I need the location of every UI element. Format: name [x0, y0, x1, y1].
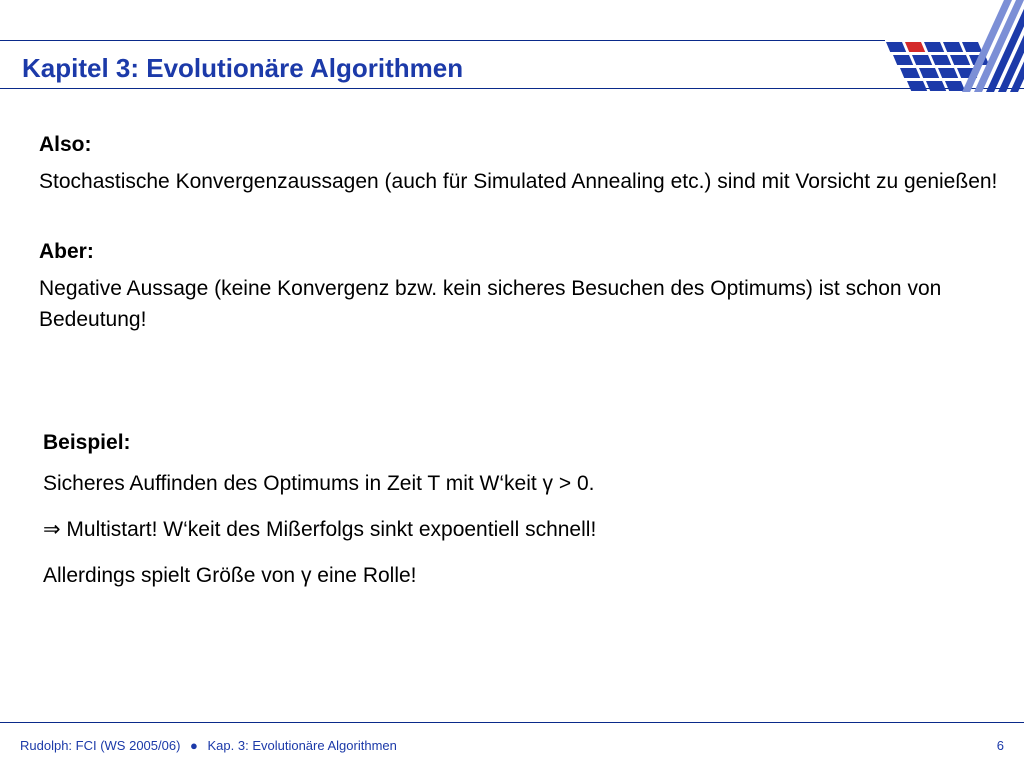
logo-block [912, 55, 932, 65]
main-content [39, 130, 999, 335]
logo-block [893, 55, 913, 65]
logo-block [886, 42, 906, 52]
logo-block [938, 68, 958, 78]
section-beispiel [43, 428, 983, 606]
footer [20, 738, 397, 753]
logo-block [900, 68, 920, 78]
university-logo-icon [876, 0, 1024, 92]
footer-bullet: ● [190, 738, 198, 753]
logo-block [962, 42, 982, 52]
logo-block [919, 68, 939, 78]
section-heading: Aber: [39, 240, 94, 263]
footer-course: Rudolph: FCI (WS 2005/06) [20, 738, 181, 753]
logo-block [905, 42, 925, 52]
slide-title: Kapitel 3: Evolutionäre Algorithmen [22, 53, 464, 83]
footer-rule [0, 722, 1024, 723]
section-text: Negative Aussage (keine Konvergenz bzw. kein sicheres Besuchen des Optimums) ist schon von Bedeutung! [39, 277, 942, 331]
example-line: Allerdings spielt Größe von γ eine Rolle! [43, 564, 417, 587]
section-heading: Beispiel: [43, 431, 131, 454]
logo-block [943, 42, 963, 52]
example-line: ⇒ Multistart! W‘keit des Mißerfolgs sinkt expoentiell schnell! [43, 518, 597, 541]
header-bottom-rule [0, 88, 1024, 89]
logo-block [945, 81, 965, 91]
page-number: 6 [996, 738, 1004, 753]
logo-block [926, 81, 946, 91]
section-aber [39, 237, 999, 335]
section-heading: Also: [39, 133, 92, 156]
header-top-rule [0, 40, 885, 41]
section-also [39, 130, 999, 197]
section-text: Stochastische Konvergenzaussagen (auch für Simulated Annealing etc.) sind mit Vorsicht zu genießen! [39, 170, 998, 193]
logo-block [950, 55, 970, 65]
logo-block [924, 42, 944, 52]
footer-chapter: Kap. 3: Evolutionäre Algorithmen [207, 738, 397, 753]
logo-block [931, 55, 951, 65]
example-line: Sicheres Auffinden des Optimums in Zeit T mit W‘keit γ > 0. [43, 472, 595, 495]
logo-block [907, 81, 927, 91]
